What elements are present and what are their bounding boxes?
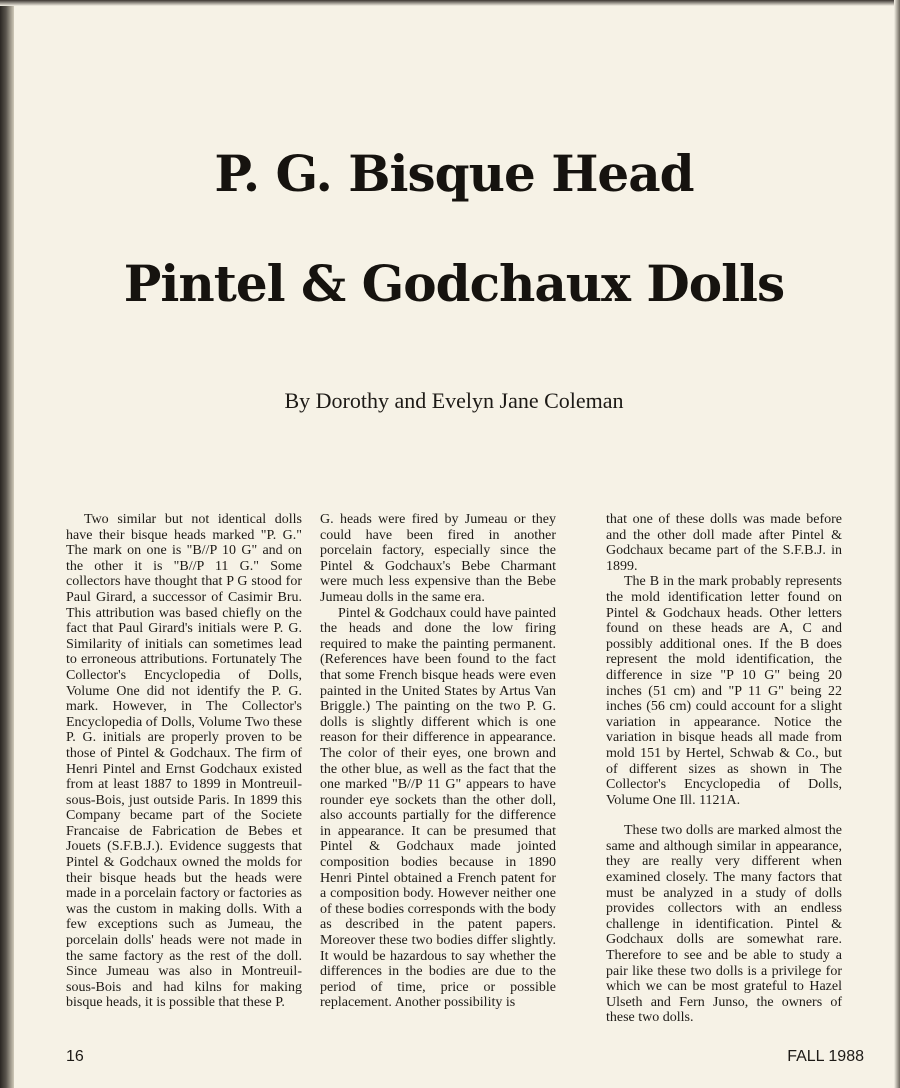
column-3	[606, 512, 842, 1026]
column-1	[66, 512, 302, 1011]
title-line-2: Pintel & Godchaux Dolls	[123, 254, 785, 313]
issue-label: FALL 1988	[787, 1048, 864, 1065]
column-2	[320, 512, 556, 1011]
paragraph: that one of these dolls was made before and the other doll made after Pintel & Godchaux became part of the S.F.B.J. in 1899.	[606, 512, 842, 574]
paragraph: Pintel & Godchaux could have painted the heads and done the low firing required to make the painting permanent. (References have been found to the fact that some French bisque heads were even painted in the United States by Artus Van Briggle.) The painting on the two P. G. dolls is slightly different which is one reason for their difference in appearance. The color of their eyes, one brown and the other blue, as well as the fact that the one marked "B//P 11 G" appears to have rounder eye sockets than the other doll, also accounts partially for the difference in appearance. It can be presumed that Pintel & Godchaux made jointed composition bodies because in 1890 Henri Pintel obtained a French patent for a composition body. However neither one of these bodies corresponds with the body as described in the patent papers. Moreover these two bodies differ slightly. It would be hazardous to say whether the differences in the bodies are due to the period of time, price or possible replacement. Another possibility is	[320, 605, 556, 1011]
byline: By Dorothy and Evelyn Jane Coleman	[284, 388, 624, 413]
page-number: 16	[66, 1048, 84, 1065]
title-line-1: P. G. Bisque Head	[214, 144, 694, 203]
paragraph: Two similar but not identical dolls have their bisque heads marked "P. G." The mark on one is "B//P 10 G" and on the other it is "B//P 11 G." Some collectors have thought that P G stood for Paul Girard, a successor of Casimir Bru. This attribution was based chiefly on the fact that Paul Girard's initials were P. G. Similarity of initials can sometimes lead to erroneous attributions. Fortunately The Collector's Encyclopedia of Dolls, Volume One did not identify the P. G. mark. However, in The Collector's Encyclopedia of Dolls, Volume Two these P. G. initials are properly proven to be those of Pintel & Godchaux. The firm of Henri Pintel and Ernst Godchaux existed from at least 1887 to 1899 in Montreuil-sous-Bois, just outside Paris. In 1899 this Company became part of the Societe Francaise de Fabrication de Bebes et Jouets (S.F.B.J.). Evidence suggests that Pintel & Godchaux owned the molds for their bisque heads but the heads were made in a porcelain factory or factories as was the custom in making dolls. With a few exceptions such as Jumeau, the porcelain dolls' heads were not made in the same factory as the rest of the doll. Since Jumeau was also in Montreuil-sous-Bois and had kilns for making bisque heads, it is possible that these P.	[66, 512, 302, 1011]
paragraph: These two dolls are marked almost the same and although similar in appearance, they are really very different when examined closely. The many factors that must be analyzed in a study of dolls provides collectors with an endless challenge in identification. Pintel & Godchaux dolls are somewhat rare. Therefore to see and be able to study a pair like these two dolls is a privilege for which we can be most grateful to Hazel Ulseth and Fern Junso, the owners of these two dolls.	[606, 823, 842, 1026]
binding-shadow	[0, 0, 14, 1088]
paragraph: The B in the mark probably represents the mold identification letter found on Pintel & Godchaux heads. Other letters found on these heads are A, C and possibly additional ones. If the B does represent the mold identification, the difference in size "P 10 G" being 20 inches (51 cm) and "P 11 G" being 22 inches (56 cm) could account for a slight variation in appearance. Notice the variation in bisque heads all made from mold 151 by Hertel, Schwab & Co., but of different sizes as shown in The Collector's Encyclopedia of Dolls, Volume One Ill. 1121A.	[606, 574, 842, 808]
magazine-page	[14, 6, 894, 1088]
paragraph: G. heads were fired by Jumeau or they could have been fired in another porcelain factory, especially since the Pintel & Godchaux's Bebe Charmant were much less expensive than the Bebe Jumeau dolls in the same era.	[320, 512, 556, 605]
page-right-edge	[894, 0, 900, 1088]
